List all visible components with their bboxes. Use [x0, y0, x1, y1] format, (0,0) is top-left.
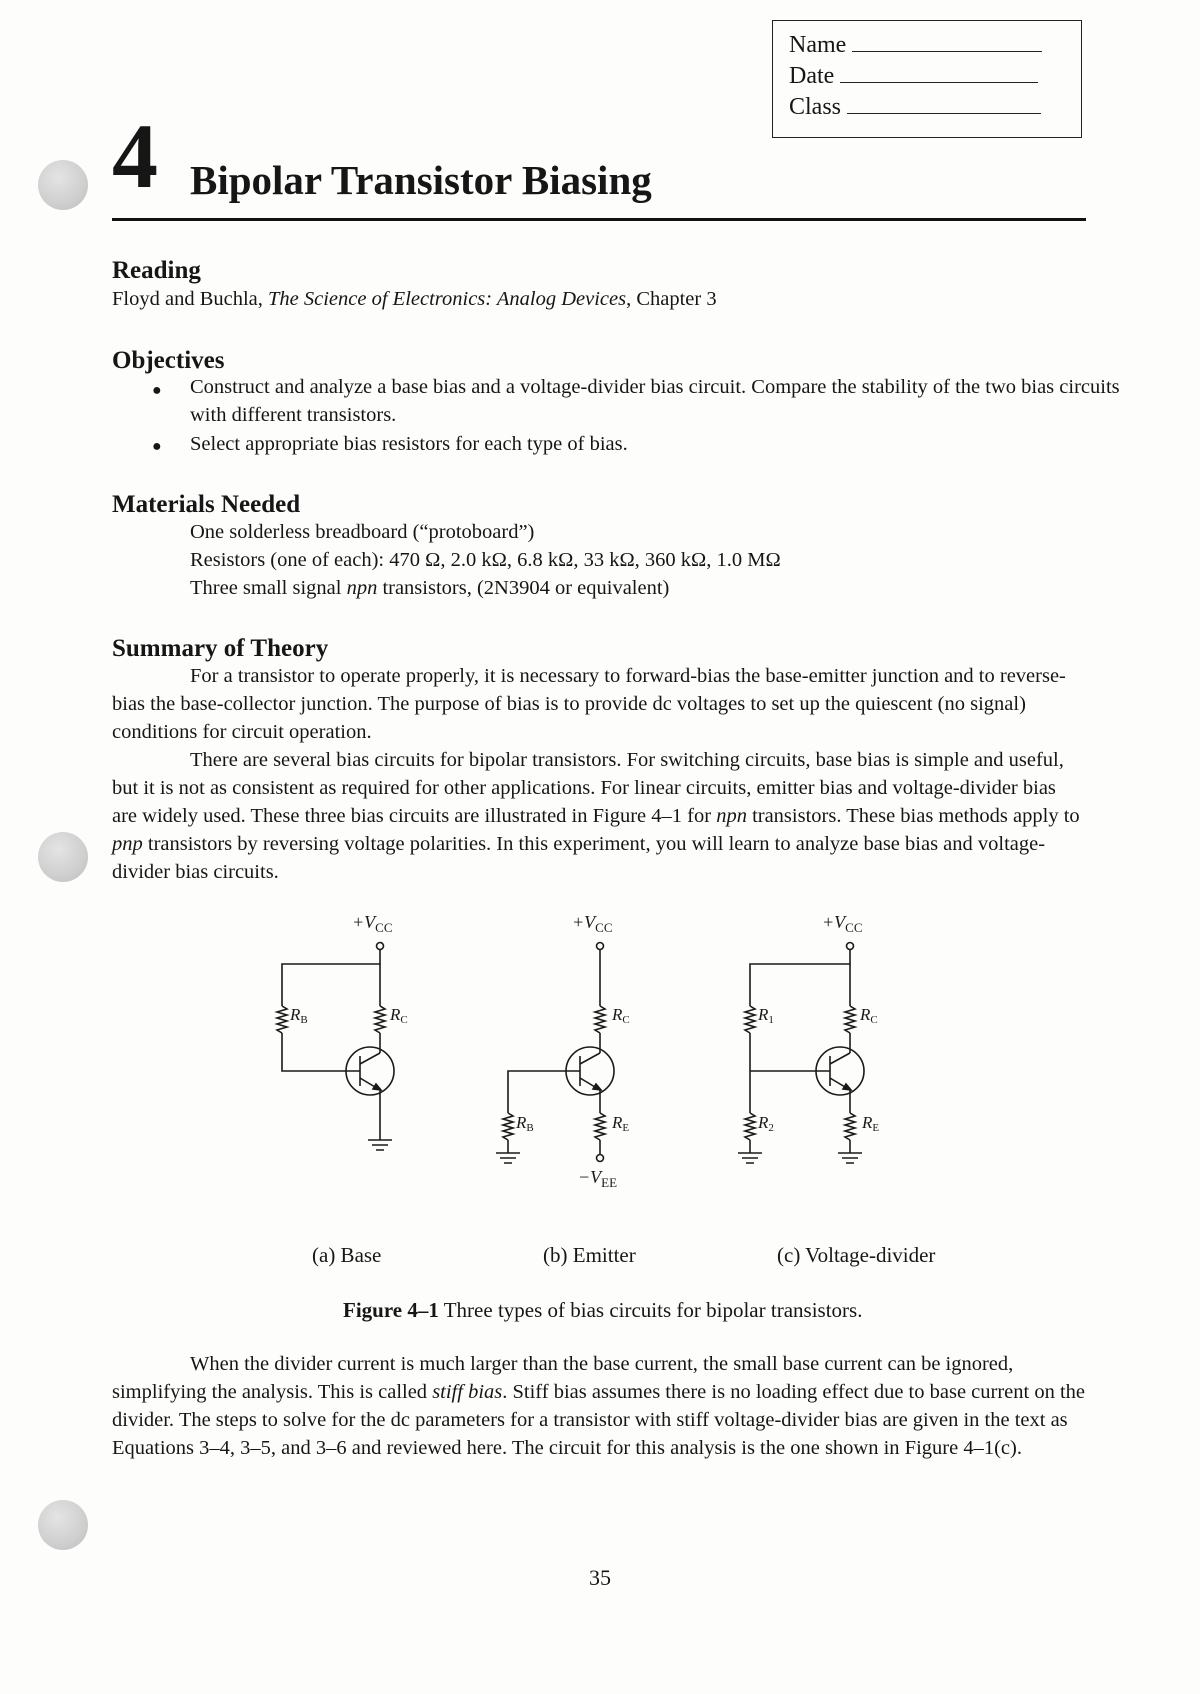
ground-c-left: [738, 1153, 762, 1163]
figure-caption: [343, 1300, 862, 1321]
stiff-p-a: When the divider current is much larger than the base current, the small base current can be ignored, simplifying the analysis. This is called: [112, 1353, 1014, 1403]
theory-paragraph-2: [112, 746, 1082, 886]
resistor-re-c: [845, 1113, 855, 1140]
stiff-p-b: . Stiff bias assumes there is no loading effect due to base current on the divider. The steps to solve for the dc parameters for a transistor with stiff voltage-divider bias are given in the text as Equations 3–4, 3–5, and 3–6 and reviewed here. The circuit for this analysis is the one shown in Figure 4–1(c).: [112, 1381, 1086, 1459]
vcc-terminal-b: [597, 943, 604, 950]
chapter-title: Bipolar Transistor Biasing: [190, 157, 652, 203]
caption-b: (b) Emitter: [543, 1243, 636, 1267]
figure-4-1-bias-circuits: [260, 908, 990, 1208]
class-row: [789, 93, 1041, 121]
name-field[interactable]: [852, 31, 1042, 52]
resistor-rb-a: [277, 1006, 287, 1033]
caption-c: (c) Voltage-divider: [777, 1243, 936, 1267]
theory-p2-pnp: pnp: [112, 833, 143, 855]
ground-b: [496, 1153, 520, 1163]
chapter-number: 4: [112, 105, 158, 207]
theory-paragraph-1: For a transistor to operate properly, it is necessary to forward-bias the base-emitter junction and to reverse-bias the base-collector junction. The purpose of bias is to provide dc voltages to set up the quiescent (no signal) conditions for circuit operation.: [112, 665, 1066, 743]
vcc-label-c: $+V_{CC}$: [822, 912, 863, 935]
stiff-bias-term: stiff bias: [432, 1381, 503, 1403]
page-number: 35: [589, 1565, 611, 1590]
vcc-terminal-c: [847, 943, 854, 950]
rb-label-b: RB: [516, 1113, 534, 1134]
wire-c-top: [750, 950, 850, 1006]
reading-chapter: , Chapter 3: [626, 288, 717, 310]
binder-hole-middle: [38, 832, 88, 882]
name-row: [789, 31, 1042, 59]
objective-bullet-1: ●: [152, 382, 162, 399]
wire-b-base: [508, 1071, 568, 1113]
circuit-emitter-bias: [496, 912, 630, 1190]
materials-line-1: One solderless breadboard (“protoboard”): [190, 521, 535, 543]
rc-label-a: RC: [390, 1005, 408, 1026]
vcc-terminal-a: [377, 943, 384, 950]
resistor-re-b: [595, 1113, 605, 1140]
wire-a-top: [282, 950, 380, 1006]
class-field[interactable]: [847, 93, 1041, 114]
rb-label-a: RB: [290, 1005, 308, 1026]
resistor-rc-b: [595, 1006, 605, 1033]
theory-heading: Summary of Theory: [112, 635, 329, 662]
emitter-arrow-a: [373, 1084, 381, 1090]
caption-a: (a) Base: [312, 1243, 382, 1267]
vee-terminal: [597, 1155, 604, 1162]
r1-label-c: R1: [758, 1005, 774, 1026]
materials-heading: Materials Needed: [112, 491, 301, 518]
ground-a: [368, 1140, 392, 1150]
materials-line-2: Resistors (one of each): 470 Ω, 2.0 kΩ, 6.8 kΩ, 33 kΩ, 360 kΩ, 1.0 MΩ: [190, 549, 781, 571]
vcc-label-b: $+V_{CC}$: [572, 912, 613, 935]
theory-p2-b: transistors. These bias methods apply to: [746, 805, 1080, 827]
date-row: [789, 62, 1038, 90]
vee-label: $-V_{EE}$: [578, 1167, 618, 1190]
materials-line-3-em: npn: [346, 577, 378, 599]
title-rule: [112, 218, 1086, 221]
binder-hole-top: [38, 160, 88, 210]
name-date-class-box: [772, 20, 1082, 138]
name-label: Name: [789, 32, 847, 58]
resistor-rb-b: [503, 1113, 513, 1140]
class-label: Class: [789, 94, 842, 120]
resistor-r1-c: [745, 1006, 755, 1033]
emitter-arrow-c: [843, 1084, 851, 1090]
circuit-voltage-divider-bias: [738, 912, 879, 1163]
date-field[interactable]: [840, 62, 1038, 83]
re-label-b: RE: [612, 1113, 630, 1134]
materials-line-3: [190, 574, 669, 602]
resistor-r2-c: [745, 1113, 755, 1140]
re-label-c: RE: [862, 1113, 880, 1134]
wire-a-base: [282, 1033, 348, 1071]
reading-book-title: The Science of Electronics: Analog Devices: [268, 288, 627, 310]
rc-label-b: RC: [612, 1005, 630, 1026]
objective-bullet-2: ●: [152, 438, 162, 455]
vcc-label-a: $+V_{CC}$: [352, 912, 393, 935]
resistor-rc-c: [845, 1006, 855, 1033]
materials-line-3-pre: Three small signal: [190, 577, 347, 599]
materials-line-3-post: transistors, (2N3904 or equivalent): [377, 577, 670, 599]
objective-item-1: Construct and analyze a base bias and a voltage-divider bias circuit. Compare the stability of the two bias circuits with different transistors.: [190, 376, 1120, 426]
figure-caption-text: Three types of bias circuits for bipolar transistors.: [438, 1298, 863, 1322]
circuit-base-bias: [277, 912, 408, 1150]
binder-hole-bottom: [38, 1500, 88, 1550]
rc-label-c: RC: [860, 1005, 878, 1026]
date-label: Date: [789, 63, 835, 89]
theory-p2-npn: npn: [716, 805, 747, 827]
ground-c-right: [838, 1153, 862, 1163]
objective-item-2: Select appropriate bias resistors for each type of bias.: [190, 433, 628, 455]
stiff-bias-paragraph: [112, 1350, 1087, 1462]
theory-p2-c: transistors by reversing voltage polarities. In this experiment, you will learn to analyze base bias and voltage-divider bias circuits.: [112, 833, 1046, 883]
reading-heading: Reading: [112, 257, 201, 284]
theory-p2-a: There are several bias circuits for bipolar transistors. For switching circuits, base bias is simple and useful, but it is not as consistent as required for other applications. For linear circuits, emitter bias and voltage-divider bias are widely used. These three bias circuits are illustrated in Figure 4–1 for: [112, 749, 1064, 827]
figure-caption-label: Figure 4–1: [343, 1298, 439, 1322]
objectives-heading: Objectives: [112, 347, 225, 374]
reading-authors: Floyd and Buchla,: [112, 288, 269, 310]
resistor-rc-a: [375, 1006, 385, 1033]
emitter-arrow-b: [593, 1084, 601, 1090]
r2-label-c: R2: [758, 1113, 774, 1134]
reading-citation: [112, 285, 717, 313]
